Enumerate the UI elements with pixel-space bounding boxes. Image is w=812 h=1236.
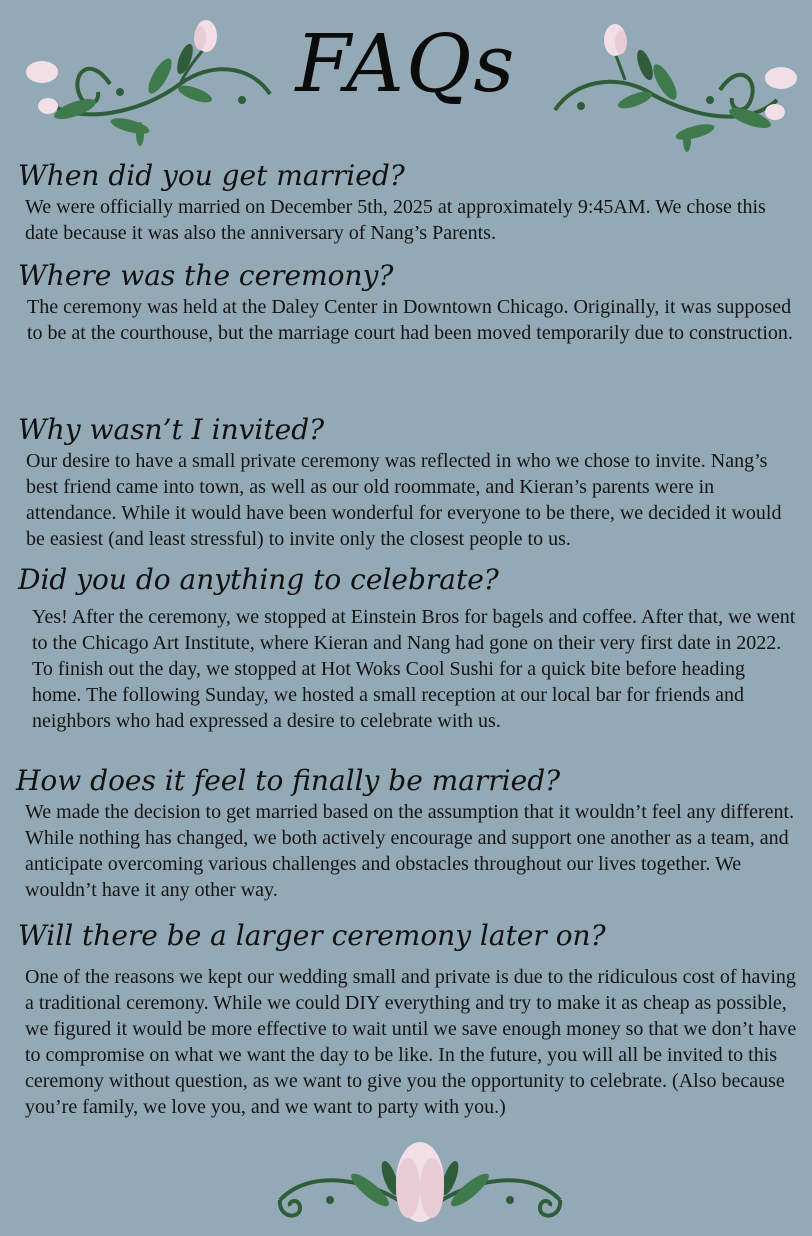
faq-item [0,258,812,346]
faq-question: When did you get married? [18,159,405,192]
faq-item [0,562,812,734]
faq-item [0,412,812,552]
faq-question: Where was the ceremony? [18,259,394,292]
faq-question: Did you do anything to celebrate? [18,563,499,596]
faq-answer: Our desire to have a small private ceremony was reflected in who we chose to invite. Nang’s best friend came into town, as well as our old roommate, and Kieran’s parents were in attendance. While it would have been wonderful for everyone to be there, we decided it would be easiest (and least stressful) to invite only the closest people to us. [26,450,782,550]
vine-flower-bottom-icon [270,1138,570,1230]
faq-question: Will there be a larger ceremony later on? [18,919,606,952]
faq-answer: We made the decision to get married based on the assumption that it wouldn’t feel any different. While nothing has changed, we both actively encourage and support one another as a team, and anticipate overcoming various challenges and obstacles throughout our lives together. We wouldn’t have it any other way. [25,801,795,901]
faq-question: How does it feel to finally be married? [16,764,561,797]
faq-answer: Yes! After the ceremony, we stopped at Einstein Bros for bagels and coffee. After that, we went to the Chicago Art Institute, where Kieran and Nang had gone on their very first date in 2022. To finish out the day, we stopped at Hot Woks Cool Sushi for a quick bite before heading home. The following Sunday, we hosted a small reception at our local bar for friends and neighbors who had expressed a desire to celebrate with us. [32,606,796,732]
faq-answer: One of the reasons we kept our wedding small and private is due to the ridiculous cost of having a traditional ceremony. While we could DIY everything and try to make it as cheap as possible, we figured it would be more effective to wait until we save enough money so that we don’t have to compromise on what we want the day to be like. In the future, you will all be invited to this ceremony without question, as we want to give you the opportunity to celebrate. (Also because you’re family, we love you, and we want to party with you.) [25,966,797,1118]
faq-item [0,763,812,903]
faq-item [0,918,812,1120]
faq-item [0,158,812,246]
faq-answer: We were officially married on December 5th, 2025 at approximately 9:45AM. We chose this date because it was also the anniversary of Nang’s Parents. [25,196,766,244]
faq-question: Why wasn’t I invited? [18,413,325,446]
page-title: FAQs [295,17,517,110]
faq-answer: The ceremony was held at the Daley Center in Downtown Chicago. Originally, it was supposed to be at the courthouse, but the marriage court had been moved temporarily due to construction. [27,296,793,344]
